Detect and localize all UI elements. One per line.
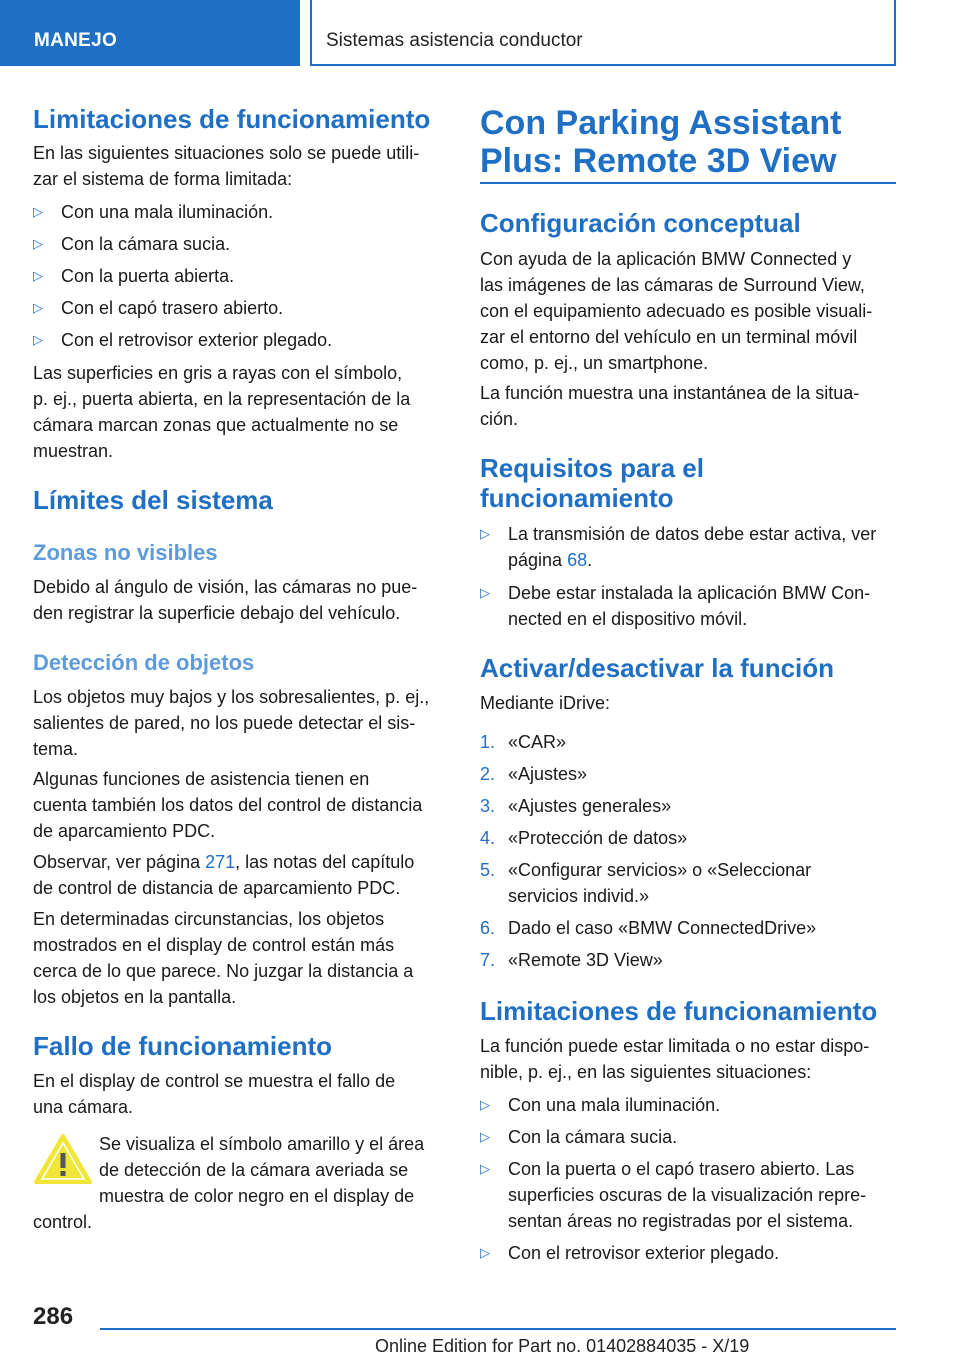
section-tab — [0, 0, 300, 66]
heading-fallo: Fallo de funcionamiento — [33, 1031, 333, 1061]
heading-activar: Activar/desactivar la función — [480, 653, 835, 683]
list-item-cont: página 68. — [508, 550, 593, 570]
list-item-cont: superficies oscuras de la visualización repre‐ — [508, 1185, 867, 1205]
paragraph-line: de aparcamiento PDC. — [33, 821, 216, 841]
bullet-icon: ▷ — [33, 236, 43, 251]
warning-triangle-icon — [33, 1133, 93, 1185]
list-item: ▷ Con la puerta abierta. — [33, 263, 234, 289]
paragraph-line: Debido al ángulo de visión, las cámaras no pue‐ — [33, 577, 418, 597]
footer-rule — [100, 1328, 896, 1330]
section-label: MANEJO — [34, 30, 118, 51]
heading-limitaciones: Limitaciones de funcionamiento — [33, 104, 431, 134]
paragraph-line: La función puede estar limitada o no estar dispo‐ — [480, 1036, 870, 1056]
bullet-icon: ▷ — [480, 1129, 490, 1144]
paragraph-line: En el display de control se muestra el fallo de — [33, 1071, 396, 1091]
step-item: 6. Dado el caso «BMW ConnectedDrive» — [480, 918, 817, 938]
paragraph-line: salientes de pared, no los puede detectar el sis‐ — [33, 713, 416, 733]
bullet-icon: ▷ — [480, 1097, 490, 1112]
page-link-68[interactable]: 68 — [567, 550, 588, 570]
paragraph-line: cuenta también los datos del control de distancia — [33, 795, 423, 815]
list-item: ▷ Con el retrovisor exterior plegado. — [33, 327, 332, 353]
bullet-icon: ▷ — [33, 204, 43, 219]
paragraph-line: muestra de color negro en el display de — [99, 1186, 415, 1206]
title-underline — [480, 182, 896, 184]
list-item: ▷ Con la puerta o el capó trasero abierto. Las — [480, 1156, 854, 1182]
paragraph-line: nible, p. ej., en las siguientes situaciones: — [480, 1062, 812, 1082]
list-item: ▷ Con la cámara sucia. — [33, 231, 230, 257]
step-item: 4. «Protección de datos» — [480, 828, 688, 848]
paragraph-line: ción. — [480, 409, 519, 429]
paragraph-line: con el equipamiento adecuado es posible visuali‐ — [480, 301, 873, 321]
list-item-cont: sentan áreas no registradas por el sistema. — [508, 1211, 854, 1231]
paragraph-line: cámara marcan zonas que actualmente no se — [33, 415, 399, 435]
bullet-icon: ▷ — [33, 300, 43, 315]
heading-config: Configuración conceptual — [480, 208, 801, 238]
paragraph-line: La función muestra una instantánea de la situa‐ — [480, 383, 860, 403]
bullet-icon: ▷ — [33, 332, 43, 347]
bullet-icon: ▷ — [33, 268, 43, 283]
bullet-icon: ▷ — [480, 1245, 490, 1260]
step-item: 7. «Remote 3D View» — [480, 950, 663, 970]
paragraph-line: zar el sistema de forma limitada: — [33, 169, 293, 189]
heading-limites: Límites del sistema — [33, 485, 273, 515]
page-link-271[interactable]: 271 — [205, 852, 236, 872]
list-item: ▷ Con el retrovisor exterior plegado. — [480, 1240, 779, 1266]
paragraph-line: control. — [33, 1212, 93, 1232]
heading-limitaciones-2: Limitaciones de funcionamiento — [480, 996, 878, 1026]
step-item: 5. «Configurar servicios» o «Seleccionar — [480, 860, 812, 880]
step-item-cont: servicios individ.» — [508, 886, 650, 906]
paragraph-line: En determinadas circunstancias, los objetos — [33, 909, 385, 929]
paragraph-line: las imágenes de las cámaras de Surround View, — [480, 275, 865, 295]
page-number: 286 — [33, 1303, 74, 1330]
heading-requisitos: Requisitos para el — [480, 453, 704, 483]
chapter-label: Sistemas asistencia conductor — [326, 30, 583, 51]
paragraph-line: En las siguientes situaciones solo se puede utili‐ — [33, 143, 420, 163]
list-item: ▷ Con la cámara sucia. — [480, 1124, 677, 1150]
paragraph-line: Se visualiza el símbolo amarillo y el área — [99, 1134, 425, 1154]
paragraph-line: zar el entorno del vehículo en un terminal móvil — [480, 327, 858, 347]
paragraph-line: p. ej., puerta abierta, en la representación de la — [33, 389, 411, 409]
heading-zonas: Zonas no visibles — [33, 540, 218, 565]
paragraph-line: una cámara. — [33, 1097, 134, 1117]
chapter-tab — [310, 0, 896, 66]
paragraph-line: Las superficies en gris a rayas con el símbolo, — [33, 363, 403, 383]
paragraph-line: mostrados en el display de control están más — [33, 935, 395, 955]
paragraph-line: de detección de la cámara averiada se — [99, 1160, 409, 1180]
step-item: 2. «Ajustes» — [480, 764, 588, 784]
main-title-line: Plus: Remote 3D View — [480, 142, 837, 180]
list-item: ▷ Con el capó trasero abierto. — [33, 295, 283, 321]
paragraph-line: muestran. — [33, 441, 114, 461]
bullet-icon: ▷ — [480, 585, 490, 600]
heading-requisitos: funcionamiento — [480, 483, 674, 513]
heading-deteccion: Detección de objetos — [33, 650, 255, 675]
paragraph-line: Observar, ver página 271, las notas del capítulo — [33, 852, 415, 872]
list-item: ▷ La transmisión de datos debe estar activa, ver — [480, 521, 876, 547]
paragraph-line: Con ayuda de la aplicación BMW Connected y — [480, 249, 852, 269]
bullet-icon: ▷ — [480, 526, 490, 541]
main-title-line: Con Parking Assistant — [480, 104, 842, 142]
list-item: ▷ Debe estar instalada la aplicación BMW Con‐ — [480, 580, 870, 606]
paragraph-line: tema. — [33, 739, 79, 759]
paragraph-line: Los objetos muy bajos y los sobresalientes, p. ej., — [33, 687, 430, 707]
step-item: 3. «Ajustes generales» — [480, 796, 672, 816]
step-item: 1. «CAR» — [480, 732, 567, 752]
footer-edition: Online Edition for Part no. 01402884035 - X/19 — [375, 1336, 750, 1356]
list-item-cont: nected en el dispositivo móvil. — [508, 609, 748, 629]
bullet-icon: ▷ — [480, 1161, 490, 1176]
paragraph-line: los objetos en la pantalla. — [33, 987, 237, 1007]
paragraph-line: Algunas funciones de asistencia tienen en — [33, 769, 370, 789]
paragraph-line: den registrar la superficie debajo del vehículo. — [33, 603, 401, 623]
paragraph-line: cerca de lo que parece. No juzgar la distancia a — [33, 961, 414, 981]
list-item: ▷ Con una mala iluminación. — [33, 199, 273, 225]
paragraph-line: de control de distancia de aparcamiento PDC. — [33, 878, 401, 898]
list-item: ▷ Con una mala iluminación. — [480, 1092, 720, 1118]
paragraph-line: como, p. ej., un smartphone. — [480, 353, 709, 373]
paragraph-line: Mediante iDrive: — [480, 693, 611, 713]
